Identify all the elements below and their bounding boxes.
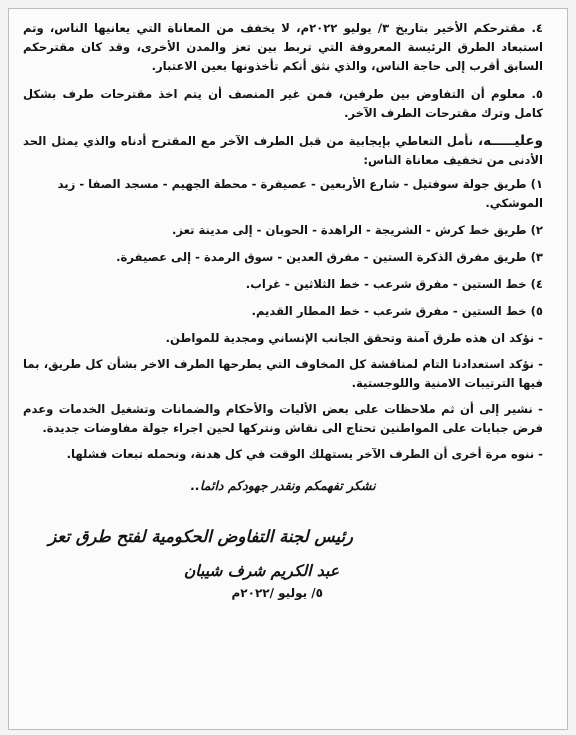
- notes-list: [23, 329, 543, 464]
- note-item-3: - نشير إلى أن ثم ملاحظات على بعض الأليات والأحكام والضمانات وتشغيل الخدمات وعدم فرض جبايات على المواطنين تحتاج الى نقاش ونتركها لحين اجراء جولة مفاوضات جديدة.: [23, 402, 543, 435]
- route-item-1: ١) طريق جولة سوفتيل - شارع الأربعين - عصيفرة - محطة الجهيم - مسجد الصفا - زيد الموشكي.: [57, 177, 543, 210]
- closing-thanks: نشكر تفهمكم ونقدر جهودكم دائما..: [190, 478, 376, 493]
- route-item-5: ٥) خط الستين - مفرق شرعب - خط المطار القديم.: [251, 304, 543, 318]
- note-item-2: - نؤكد استعدادنا التام لمناقشة كل المخاوف التي يطرحها الطرف الاخر بشأن كل طريق، بما فيها الترتيبات الامنية واللوجستية.: [23, 357, 543, 390]
- signature-date: ٥/ يوليو /٢٠٢٢م: [231, 586, 323, 600]
- note-item-1: - نؤكد ان هذه طرق آمنة وتحقق الجانب الإنساني ومجدية للمواطن.: [165, 331, 543, 345]
- signature-block: [23, 525, 543, 603]
- document-page: [8, 8, 568, 730]
- route-item-3: ٣) طريق مفرق الذكرة الستين - مفرق العدين - سوق الرمدة - إلى عصيفرة.: [116, 250, 543, 264]
- route-item-4: ٤) خط الستين - مفرق شرعب - خط الثلاثين - غراب.: [245, 277, 543, 291]
- signature-title: رئيس لجنة التفاوض الحكومية لفتح طرق تعز: [48, 527, 353, 546]
- intro-text: نأمل التعاطي بإيجابية من قبل الطرف الآخر مع المقترح أدناه والذي يمثل الحد الأدنى من تخفيف معاناة الناس:: [23, 134, 543, 167]
- note-item-4: - ننوه مرة أخرى أن الطرف الآخر يستهلك الوقت في كل هدنة، ونحمله تبعات فشلها.: [66, 447, 543, 461]
- request-intro: [23, 132, 543, 170]
- route-item-2: ٢) طريق خط كرش - الشريجة - الراهدة - الحوبان - إلى مدينة تعز.: [171, 223, 543, 237]
- paragraph-item-4: ٤. مقترحكم الأخير بتاريخ ٣/ يوليو ٢٠٢٢م، لا يخفف من المعاناة التي يعانيها الناس، وتم استبعاد الطرق الرئيسة المعروفة التي تربط بين تعز والمدن الأخرى، وقد كان مقترحكم السابق أقرب إلى حاجة الناس، والذي نثق أنكم تأخذونها بعين الاعتبار.: [23, 21, 543, 73]
- routes-list: [23, 175, 543, 321]
- signature-name: عبد الكريم شرف شيبان: [183, 562, 339, 580]
- paragraph-item-5: ٥. معلوم أن التفاوض بين طرفين، فمن غير المنصف أن يتم اخذ مقترحات طرف بشكل كامل وترك مقترحات الطرف الآخر.: [23, 87, 543, 120]
- intro-word: وعليـــــه،: [477, 133, 543, 149]
